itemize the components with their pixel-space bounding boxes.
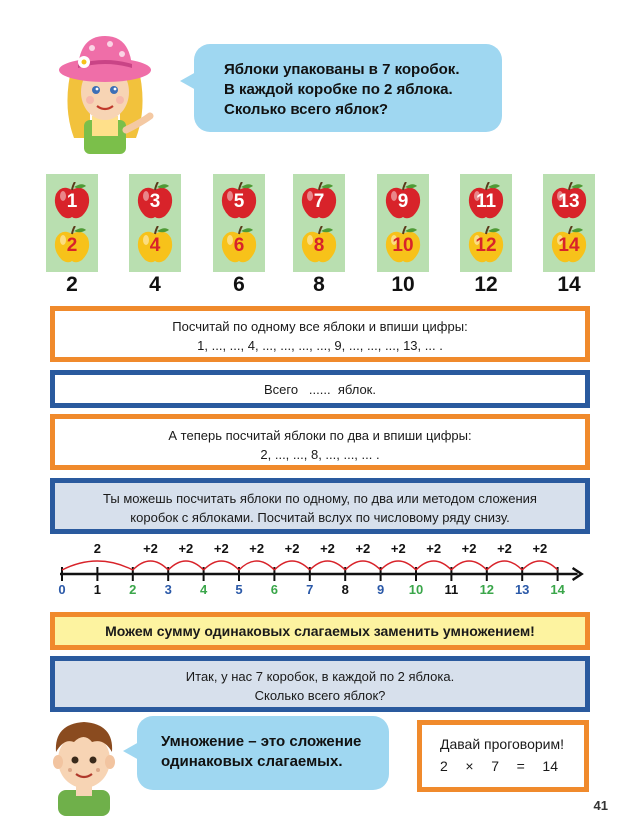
equation-result: 14 xyxy=(542,758,558,774)
yellow-apple-icon xyxy=(549,226,589,264)
box-running-total: 12 xyxy=(474,273,498,296)
apple-box xyxy=(377,174,429,272)
tick-label: 11 xyxy=(444,582,459,597)
jump-arc xyxy=(133,561,168,570)
jump-arc xyxy=(345,561,380,570)
task-instruction: Посчитай по одному все яблоки и впиши цифры: xyxy=(172,319,468,334)
apple-number: 14 xyxy=(558,235,580,256)
jump-arc xyxy=(204,561,239,570)
apple-number: 6 xyxy=(233,235,245,256)
task-instruction: А теперь посчитай яблоки по два и впиши цифры: xyxy=(168,428,472,443)
hint-box xyxy=(50,478,590,534)
tick-label: 13 xyxy=(514,582,530,597)
task-count-by-two xyxy=(50,414,590,470)
apple-number: 11 xyxy=(475,191,497,212)
speech-bubble-problem xyxy=(194,44,502,132)
hint-line: Ты можешь посчитать яблоки по одному, по два или методом сложения xyxy=(103,491,537,506)
rule-banner xyxy=(50,612,590,650)
jump-label: +2 xyxy=(497,541,512,556)
jump-label: +2 xyxy=(213,541,229,556)
tick-label: 10 xyxy=(408,582,424,597)
question-line: Итак, у нас 7 коробок, в каждой по 2 яблока. xyxy=(185,669,455,684)
apple-box xyxy=(543,174,595,272)
jump-label: +2 xyxy=(390,541,406,556)
box-running-total: 10 xyxy=(391,273,415,296)
tick-label: 1 xyxy=(93,582,101,597)
tick-label: 3 xyxy=(164,582,172,597)
yellow-apple-icon xyxy=(52,226,92,264)
number-line xyxy=(0,536,626,602)
tick-label: 5 xyxy=(235,582,243,597)
red-apple-icon xyxy=(299,182,339,220)
apple-number: 12 xyxy=(475,235,497,256)
box-running-total: 6 xyxy=(233,273,245,296)
jump-label: +2 xyxy=(355,541,371,556)
speech-bubble-definition xyxy=(137,716,389,790)
apple-boxes-row xyxy=(0,174,626,296)
tick-label: 6 xyxy=(270,582,278,597)
box-running-total: 14 xyxy=(557,273,581,296)
apple-number: 13 xyxy=(558,191,580,212)
tick-label: 12 xyxy=(479,582,495,597)
bubble-line: Умножение – это сложение xyxy=(161,733,362,750)
question-line: Сколько всего яблок? xyxy=(254,688,386,703)
equation-term: 7 xyxy=(491,758,499,774)
jump-arc xyxy=(487,561,522,570)
jump-arc xyxy=(416,561,451,570)
task-sequence: 2, ..., ..., 8, ..., ..., ... . xyxy=(260,447,380,462)
task-total xyxy=(50,370,590,408)
girl-character-illustration xyxy=(50,26,160,154)
equals-sign: = xyxy=(516,758,525,774)
jump-arc xyxy=(239,561,274,570)
jump-label: +2 xyxy=(284,541,300,556)
yellow-apple-icon xyxy=(299,226,339,264)
bubble-line: одинаковых слагаемых. xyxy=(161,753,343,770)
red-apple-icon xyxy=(383,182,423,220)
tick-label: 0 xyxy=(58,582,66,597)
task-sequence: 1, ..., ..., 4, ..., ..., ..., ..., 9, ..., ..., ..., 13, ... . xyxy=(197,338,443,353)
apple-number: 4 xyxy=(149,235,161,256)
tick-label: 14 xyxy=(550,582,565,597)
tick-label: 2 xyxy=(129,582,137,597)
tick-label: 7 xyxy=(306,582,314,597)
apple-box xyxy=(460,174,512,272)
apple-number: 7 xyxy=(313,191,325,212)
jump-label: +2 xyxy=(320,541,335,556)
task-count-by-one xyxy=(50,306,590,362)
jump-arc xyxy=(274,561,309,570)
jump-arc xyxy=(168,561,203,570)
jump-label: +2 xyxy=(426,541,442,556)
jump-arc xyxy=(522,561,557,570)
multiplication-equation xyxy=(440,755,558,777)
yellow-apple-icon xyxy=(219,226,259,264)
page-number: 41 xyxy=(593,798,608,813)
apple-number: 10 xyxy=(392,235,414,256)
tick-label: 4 xyxy=(199,582,208,597)
red-apple-icon xyxy=(549,182,589,220)
question-box xyxy=(50,656,590,712)
jump-arc xyxy=(451,561,486,570)
apple-number: 9 xyxy=(397,191,409,212)
say-it-title: Давай проговорим! xyxy=(440,736,564,752)
total-text: Всего ...... яблок. xyxy=(264,382,376,397)
jump-label: +2 xyxy=(461,541,477,556)
jump-label: +2 xyxy=(143,541,158,556)
say-it-box xyxy=(417,720,589,792)
bubble-line: Сколько всего яблок? xyxy=(224,101,389,118)
apple-number: 1 xyxy=(66,191,78,212)
bubble-line: В каждой коробке по 2 яблока. xyxy=(224,81,453,98)
apple-number: 2 xyxy=(66,235,78,256)
red-apple-icon xyxy=(466,182,506,220)
yellow-apple-icon xyxy=(135,226,175,264)
box-running-total: 2 xyxy=(66,273,78,296)
hint-line: коробок с яблоками. Посчитай вслух по числовому ряду снизу. xyxy=(130,510,510,525)
apple-box xyxy=(46,174,98,272)
tick-label: 8 xyxy=(341,582,349,597)
red-apple-icon xyxy=(219,182,259,220)
bubble-line: Яблоки упакованы в 7 коробок. xyxy=(224,61,460,78)
apple-box xyxy=(213,174,265,272)
jump-arc xyxy=(310,561,345,570)
apple-number: 5 xyxy=(233,191,245,212)
tick-label: 9 xyxy=(376,582,385,597)
times-sign: × xyxy=(465,758,474,774)
red-apple-icon xyxy=(52,182,92,220)
jump-label: +2 xyxy=(249,541,265,556)
jump-label: +2 xyxy=(178,541,194,556)
rule-text: Можем сумму одинаковых слагаемых заменить умножением! xyxy=(105,623,535,639)
yellow-apple-icon xyxy=(383,226,423,264)
apple-box xyxy=(293,174,345,272)
equation-term: 2 xyxy=(440,758,448,774)
jump-arc xyxy=(381,561,416,570)
yellow-apple-icon xyxy=(466,226,506,264)
box-running-total: 8 xyxy=(313,273,325,296)
apple-number: 8 xyxy=(313,235,325,256)
apple-box xyxy=(129,174,181,272)
apple-number: 3 xyxy=(149,191,161,212)
jump-label: +2 xyxy=(532,541,548,556)
jump-label: 2 xyxy=(93,541,101,556)
box-running-total: 4 xyxy=(149,273,161,296)
red-apple-icon xyxy=(135,182,175,220)
boy-character-illustration xyxy=(40,712,128,816)
